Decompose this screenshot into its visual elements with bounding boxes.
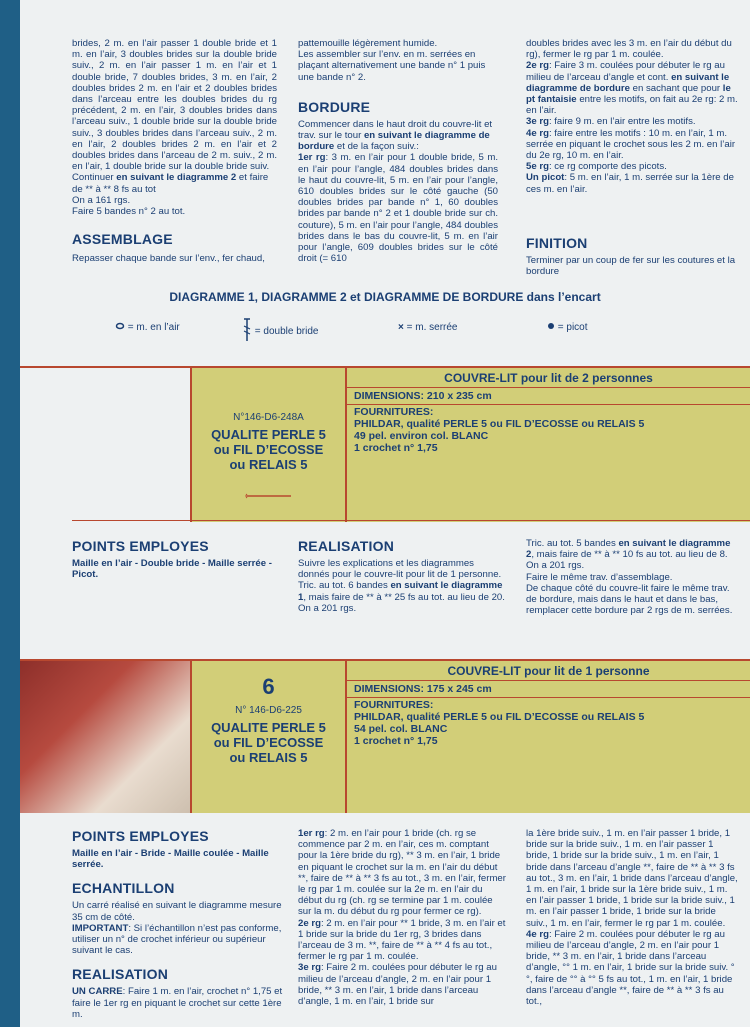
top-column-2 xyxy=(298,38,498,264)
divider xyxy=(345,661,347,813)
text: : faire 9 m. en l’air entre les motifs. xyxy=(548,116,696,128)
section2-col2 xyxy=(298,538,508,614)
realisation-heading: REALISATION xyxy=(72,966,169,983)
text: : Faire 1 m. en l’air, crochet n° 1,75 et faire le 1er rg en piquant le crochet sur cette 1ère m. xyxy=(72,986,283,1020)
product-title: COUVRE-LIT pour lit de 2 personnes xyxy=(444,371,653,385)
assemblage-heading: ASSEMBLAGE xyxy=(72,231,173,248)
points-text: Maille en l’air - Double bride - Maille serrée - Picot. xyxy=(72,558,272,581)
paragraph: On a 161 rgs. xyxy=(72,194,131,206)
quality-line: QUALITE PERLE 5 xyxy=(211,427,326,442)
section3-col1 xyxy=(72,828,287,1020)
product-1-ref-block xyxy=(192,412,345,504)
bold-text: 5e rg xyxy=(526,161,549,173)
diagram-heading: DIAGRAMME 1, DIAGRAMME 2 et DIAGRAMME DE BORDURE dans l’encart xyxy=(169,290,601,304)
legend-double-bride xyxy=(242,318,318,345)
text: : Faire 2 m. coulées pour débuter le rg au milieu de l’arceau d’angle, 2 m. en l’air pour 1 bride, ** 3 m. en l’air, 1 bride dans l’arceau d’angle, °° 1 m. en l’air, 1 bride sur la bride suiv. °°, faire de °° à °° 5 fs au tot., 1 m. en l’air, 1 bride dans l’arceau d’angle **, faire de ** à ** 3 fs au tot., xyxy=(526,928,735,1008)
rule xyxy=(347,697,750,698)
page xyxy=(20,0,750,1027)
divider xyxy=(345,368,347,522)
quality-line: ou FIL D’ECOSSE xyxy=(213,442,324,457)
text: : 2 m. en l’air pour 1 bride (ch. rg se commence par 2 m. en l’air, ces m. comptant pour la 1ère bride du rg), ** 3 m. en l’air, 1 bride en piquant le crochet sur la m. en l’air du début **, faire de ** à ** 3 fs au tot., 3 m. en l’air, fermer le rg par 1 m. coulée sur la 2e m. en l’air du début du rg (ch. rg se termine par 1 m. coulée sur la m. du début du rg pour fermer ce rg). xyxy=(298,828,506,918)
quality-line: ou RELAIS 5 xyxy=(229,750,308,765)
text: : Faire 3 m. coulées pour débuter le rg au milieu de l’arceau d’angle et cont. xyxy=(526,60,725,83)
paragraph xyxy=(72,986,287,1020)
paragraph xyxy=(72,172,277,194)
text: , mais faire de ** à ** 10 fs au tot. au lieu de 8. On a 201 rgs. xyxy=(526,549,728,572)
bold-text: en suivant le diagramme 1 xyxy=(298,580,503,603)
points-text: Maille en l’air - Bride - Maille coulée - Maille serrée. xyxy=(72,848,269,871)
single-crochet-icon: × xyxy=(398,322,404,333)
legend-air xyxy=(115,322,180,333)
bold-text: 1er rg xyxy=(298,152,326,164)
paragraph xyxy=(298,580,508,614)
paragraph xyxy=(526,161,738,172)
bold-text: le pt fantaisie xyxy=(526,82,731,106)
paragraph: Les assembler sur l’env. en m. serrées en plaçant alternativement une bande n° 1 puis une bande n° 2. xyxy=(298,49,486,83)
bold-text: 3e rg xyxy=(298,962,321,974)
rule xyxy=(347,680,750,681)
section3-col3 xyxy=(526,828,738,1007)
paragraph: doubles brides avec les 3 m. en l’air du début du rg), fermer le rg par 1 m. coulée. xyxy=(526,38,732,61)
points-employes-heading: POINTS EMPLOYES xyxy=(72,828,209,844)
bold-text: en suivant le diagramme 2 xyxy=(526,538,731,561)
text: Tric. au tot. 6 bandes xyxy=(298,580,391,592)
legend-double-bride-label: = double bride xyxy=(254,326,319,338)
fourniture-line: 49 pel. environ col. BLANC xyxy=(354,430,489,442)
bold-text: IMPORTANT xyxy=(72,922,129,934)
text: Tric. au tot. 5 bandes xyxy=(526,538,619,549)
paragraph xyxy=(526,172,738,194)
fourniture-line: PHILDAR, qualité PERLE 5 ou FIL D’ECOSSE ou RELAIS 5 xyxy=(354,418,645,430)
paragraph xyxy=(72,923,287,957)
text: en sachant que pour xyxy=(629,82,723,94)
paragraph xyxy=(526,929,738,1007)
quality-line: ou RELAIS 5 xyxy=(229,457,308,472)
rule xyxy=(347,387,750,388)
bold-text: 4e rg xyxy=(526,127,549,139)
legend-picot xyxy=(547,322,588,333)
product-number: 6 xyxy=(262,674,275,699)
bold-text: en suivant le diagramme 2 xyxy=(116,172,237,184)
bold-text: 3e rg xyxy=(526,116,549,128)
fournitures-title: FOURNITURES: xyxy=(354,406,434,418)
fournitures-title: FOURNITURES: xyxy=(354,699,434,711)
bold-text: 2e rg xyxy=(298,917,321,929)
fourniture-line: 54 pel. col. BLANC xyxy=(354,723,448,735)
bold-text: UN CARRE xyxy=(72,986,123,998)
chain-stitch-icon xyxy=(115,322,125,333)
top-column-1 xyxy=(72,38,277,264)
paragraph xyxy=(298,962,508,1007)
bold-text: Un picot xyxy=(526,172,565,184)
product-band-2 xyxy=(20,659,750,813)
quality-line: QUALITE PERLE 5 xyxy=(211,720,326,735)
fourniture-line: 1 crochet n° 1,75 xyxy=(354,442,438,454)
legend-serree xyxy=(398,322,457,333)
paragraph: la 1ère bride suiv., 1 m. en l’air passer 1 bride, 1 bride sur la bride suiv., 1 m. en l’air passer 1 bride, 1 bride sur la bride suiv., 1 m. en l’air, 1 bride dans l’arceau d’angle **, faire de ** à ** 3 fs au tot., 3 m. en l’air, 1 bride dans l’arceau d’angle, 1 m. en l’air, 1 bride sur la 1ère bride suiv., 1 m. en l’air passer 1 bride, 1 bride sur la bride suiv., 1 m. en l’air passer 1 bride, 1 bride sur la bride suiv., 1 m. en l’air, fermer le rg par 1 m. coulée. xyxy=(526,828,738,929)
paragraph xyxy=(298,828,508,918)
paragraph: Faire le même trav. d’assemblage. xyxy=(526,571,673,583)
text: : 3 m. en l’air pour 1 double bride, 5 m. en l’air pour l’angle, 484 doubles brides dans le haut du couvre-lit, 5 m. en l’air pour l’angle, 610 doubles brides sur le côté gauche (50 doubles brides par bande n° 1, 60 doubles brides par bande n° 2 et 1 double bride sur ch. couture), 5 m. en l’air pour l’angle, 484 doubles brides dans le bas du couvre-lit, 5 m. en l’air pour l’angle, 609 doubles brides sur le côté droit (= 610 xyxy=(298,152,498,265)
finition-heading: FINITION xyxy=(526,234,588,251)
paragraph: Faire 5 bandes n° 2 au tot. xyxy=(72,206,186,218)
product-dimensions: DIMENSIONS: 175 x 245 cm xyxy=(354,683,492,695)
bold-text: 4e rg xyxy=(526,928,549,940)
fourniture-line: PHILDAR, qualité PERLE 5 ou FIL D’ECOSSE ou RELAIS 5 xyxy=(354,711,645,723)
product-ref: N° 146-D6-225 xyxy=(235,705,302,716)
paragraph: brides, 2 m. en l’air passer 1 double bride et 1 m. en l’air, 3 doubles brides sur la double bride suiv., 2 m. en l’air passer 1 m. en l’air et 1 double bride, 7 doubles brides, 3 m. en l’air, 2 doubles brides 2 m. en l’air et 2 doubles brides dans l’arceau entre les doubles brides du rg précédent, 2 m. en l’air, 3 doubles brides dans l’arceau suiv., 1 double bride sur la double bride suiv., 3 doubles brides dans l’arceau suiv., 2 m. en l’air, 2 doubles brides 2 m. en l’air et 2 doubles brides dans l’arceau de 2 m. suiv., 2 m. en l’air, 1 double bride sur la double bride suiv. xyxy=(72,38,277,173)
rule xyxy=(72,520,750,521)
text: Continuer xyxy=(72,172,117,184)
paragraph: Repasser chaque bande sur l’env., fer chaud, xyxy=(72,253,265,265)
double-treble-icon xyxy=(242,318,252,345)
text: entre les motifs, on fait au 2e rg: 2 m. en l’air. xyxy=(526,94,738,117)
text: : ce rg comporte des picots. xyxy=(548,161,667,173)
paragraph xyxy=(298,152,498,264)
bold-text: 1er rg xyxy=(298,828,325,839)
text: : faire entre les motifs : 10 m. en l’air, 1 m. serrée en piquant le crochet sous les 2 m. en l’air du 2e rg, 10 m. en l’air. xyxy=(526,127,736,162)
section3-col2 xyxy=(298,828,508,1007)
rule xyxy=(347,404,750,405)
bold-text: en suivant le diagramme de bordure xyxy=(526,71,730,94)
top-column-3 xyxy=(526,38,738,277)
paragraph xyxy=(526,60,738,116)
text: : Si l’échantillon n’est pas conforme, utiliser un n° de crochet inférieur ou supérieur suivant le cas. xyxy=(72,922,282,957)
bold-text: 2e rg xyxy=(526,60,549,72)
legend-air-label: = m. en l’air xyxy=(127,322,180,334)
fourniture-line: 1 crochet n° 1,75 xyxy=(354,735,438,747)
product-fournitures xyxy=(354,406,744,454)
paragraph xyxy=(526,116,738,127)
product-dimensions: DIMENSIONS: 210 x 235 cm xyxy=(354,390,492,402)
paragraph: Un carré réalisé en suivant le diagramme mesure 35 cm de côté. xyxy=(72,900,282,923)
paragraph xyxy=(526,538,738,572)
crochet-hook-icon xyxy=(192,486,345,504)
paragraph: De chaque côté du couvre-lit faire le même trav. de bordure, mais dans le haut et dans le bas, remplacer cette bordure par 2 rgs de m. serrées. xyxy=(526,582,733,617)
quality-line: ou FIL D’ECOSSE xyxy=(213,735,324,750)
text: Commencer dans le haut droit du couvre-lit et trav. sur le tour xyxy=(298,118,493,142)
paragraph: Terminer par un coup de fer sur les coutures et la bordure xyxy=(526,254,736,278)
section2-col1 xyxy=(72,538,287,580)
paragraph xyxy=(526,128,738,162)
paragraph xyxy=(298,918,508,963)
realisation-heading: REALISATION xyxy=(298,538,395,554)
photo-area-blank xyxy=(20,368,190,522)
paragraph: Suivre les explications et les diagrammes donnés pour le couvre-lit pour lit de 1 personne. xyxy=(298,558,502,581)
product-2-ref-block xyxy=(192,675,345,765)
bedspread-photo xyxy=(20,661,192,813)
product-fournitures xyxy=(354,699,744,747)
echantillon-heading: ECHANTILLON xyxy=(72,880,175,897)
text: et de la façon suiv.: xyxy=(334,141,419,153)
picot-icon xyxy=(547,322,555,333)
text: : Faire 2 m. coulées pour débuter le rg au milieu de l’arceau d’angle, 2 m. en l’air pour 1 bride, ** 3 m. en l’air, 1 bride dans l’arceau d’angle, 1 m. en l’air, 1 bride sur xyxy=(298,962,497,1008)
section2-col3 xyxy=(526,538,738,616)
bordure-heading: BORDURE xyxy=(298,98,371,115)
legend-serree-label: = m. serrée xyxy=(406,322,458,334)
product-title: COUVRE-LIT pour lit de 1 personne xyxy=(447,664,650,678)
bold-text: en suivant le diagramme de bordure xyxy=(298,130,490,153)
text: : 2 m. en l’air pour ** 1 bride, 3 m. en l’air et 1 bride sur la bride du 1er rg, 3 brides dans l’arceau de 3 m. **, faire de ** à ** 4 fs au tot., fermer le rg par 1 m. coulée. xyxy=(298,917,506,963)
points-employes-heading: POINTS EMPLOYES xyxy=(72,538,209,554)
legend-picot-label: = picot xyxy=(557,322,588,334)
text: : 5 m. en l’air, 1 m. serrée sur la 1ère de ces m. en l’air. xyxy=(526,172,734,195)
paragraph xyxy=(298,119,498,153)
product-ref: N°146-D6-248A xyxy=(233,412,304,423)
product-band-1 xyxy=(20,366,750,522)
text: , mais faire de ** à ** 25 fs au tot. au lieu de 20. On a 201 rgs. xyxy=(298,591,505,614)
paragraph: pattemouille légèrement humide. xyxy=(298,38,438,49)
text: et faire de ** à ** 8 fs au tot xyxy=(72,172,269,195)
